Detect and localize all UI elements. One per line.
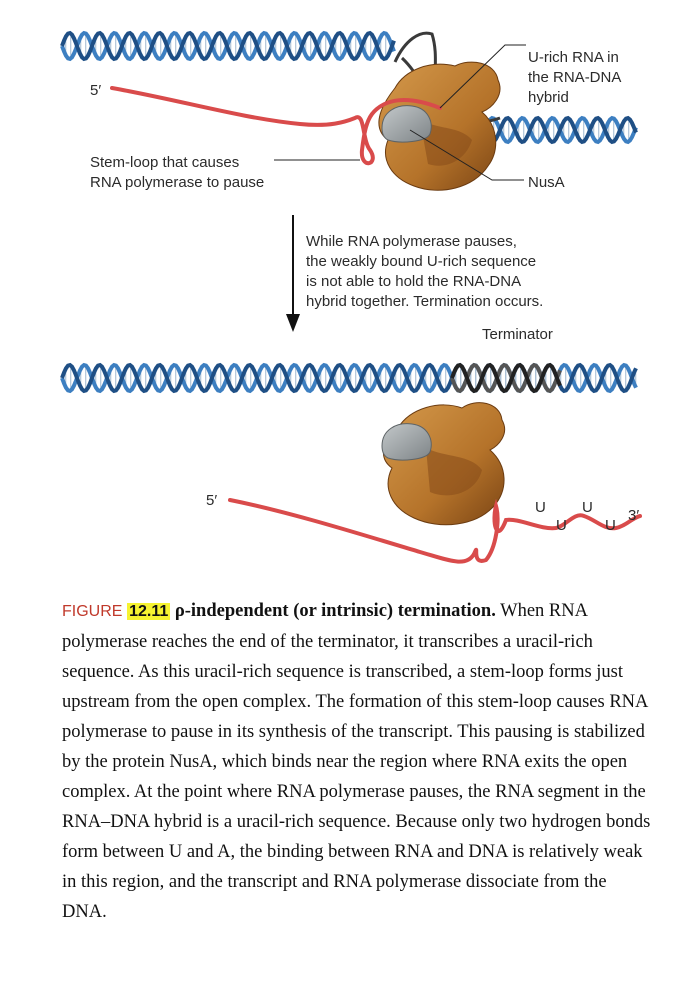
bottom-dna-helix bbox=[62, 365, 636, 391]
process-arrow bbox=[286, 215, 300, 332]
terminator-dna-segment bbox=[452, 365, 560, 391]
nusa-label: NusA bbox=[528, 174, 565, 191]
caption-body: When RNA polymerase reaches the end of the terminator, it transcribes a uracil-rich sequence. As this uracil-rich sequence is transcribed, a stem-loop forms just upstream from the open complex. The formation of this stem-loop causes RNA polymerase to pause in its synthesis of the transcript. This pausing is stabilized by the protein NusA, which binds near the region where RNA exits the open complex. At the point where RNA polymerase pauses, the RNA segment in the RNA–DNA hybrid is a uracil-rich sequence. Because only two hydrogen bonds form between U and A, the binding between RNA and DNA is relatively weak in this region, and the transcript and RNA polymerase dissociate from the DNA. bbox=[62, 601, 651, 922]
figure-word: FIGURE bbox=[62, 603, 123, 620]
arrow-note-line3: is not able to hold the RNA-DNA bbox=[306, 273, 522, 290]
figure-number: 12.11 bbox=[129, 603, 169, 620]
uracil-label-4: U bbox=[605, 517, 616, 534]
three-prime-label: 3′ bbox=[628, 507, 640, 524]
top-nusa-protein bbox=[382, 106, 431, 142]
arrow-note-line4: hybrid together. Termination occurs. bbox=[306, 293, 544, 310]
u-rich-label-line2: the RNA-DNA bbox=[528, 69, 622, 86]
top-five-prime-label: 5′ bbox=[90, 82, 102, 99]
bottom-five-prime-label: 5′ bbox=[206, 492, 218, 509]
terminator-label: Terminator bbox=[482, 326, 553, 343]
uracil-label-1: U bbox=[535, 499, 546, 516]
u-rich-label-line3: hybrid bbox=[528, 89, 569, 106]
figure-title: ρ-independent (or intrinsic) termination. bbox=[174, 601, 496, 621]
arrow-note-line1: While RNA polymerase pauses, bbox=[306, 233, 517, 250]
stem-loop-label-line1: Stem-loop that causes bbox=[90, 154, 240, 171]
uracil-label-2: U bbox=[556, 517, 567, 534]
stem-loop-label-line2: RNA polymerase to pause bbox=[90, 174, 265, 191]
stem-loop-callout bbox=[90, 154, 360, 191]
bottom-nusa-protein bbox=[382, 424, 431, 460]
figure-caption bbox=[62, 596, 652, 927]
arrow-note-line2: the weakly bound U-rich sequence bbox=[306, 253, 537, 270]
uracil-label-3: U bbox=[582, 499, 593, 516]
top-dna-helix-left bbox=[62, 33, 394, 59]
u-rich-label-line1: U-rich RNA in bbox=[528, 49, 619, 66]
